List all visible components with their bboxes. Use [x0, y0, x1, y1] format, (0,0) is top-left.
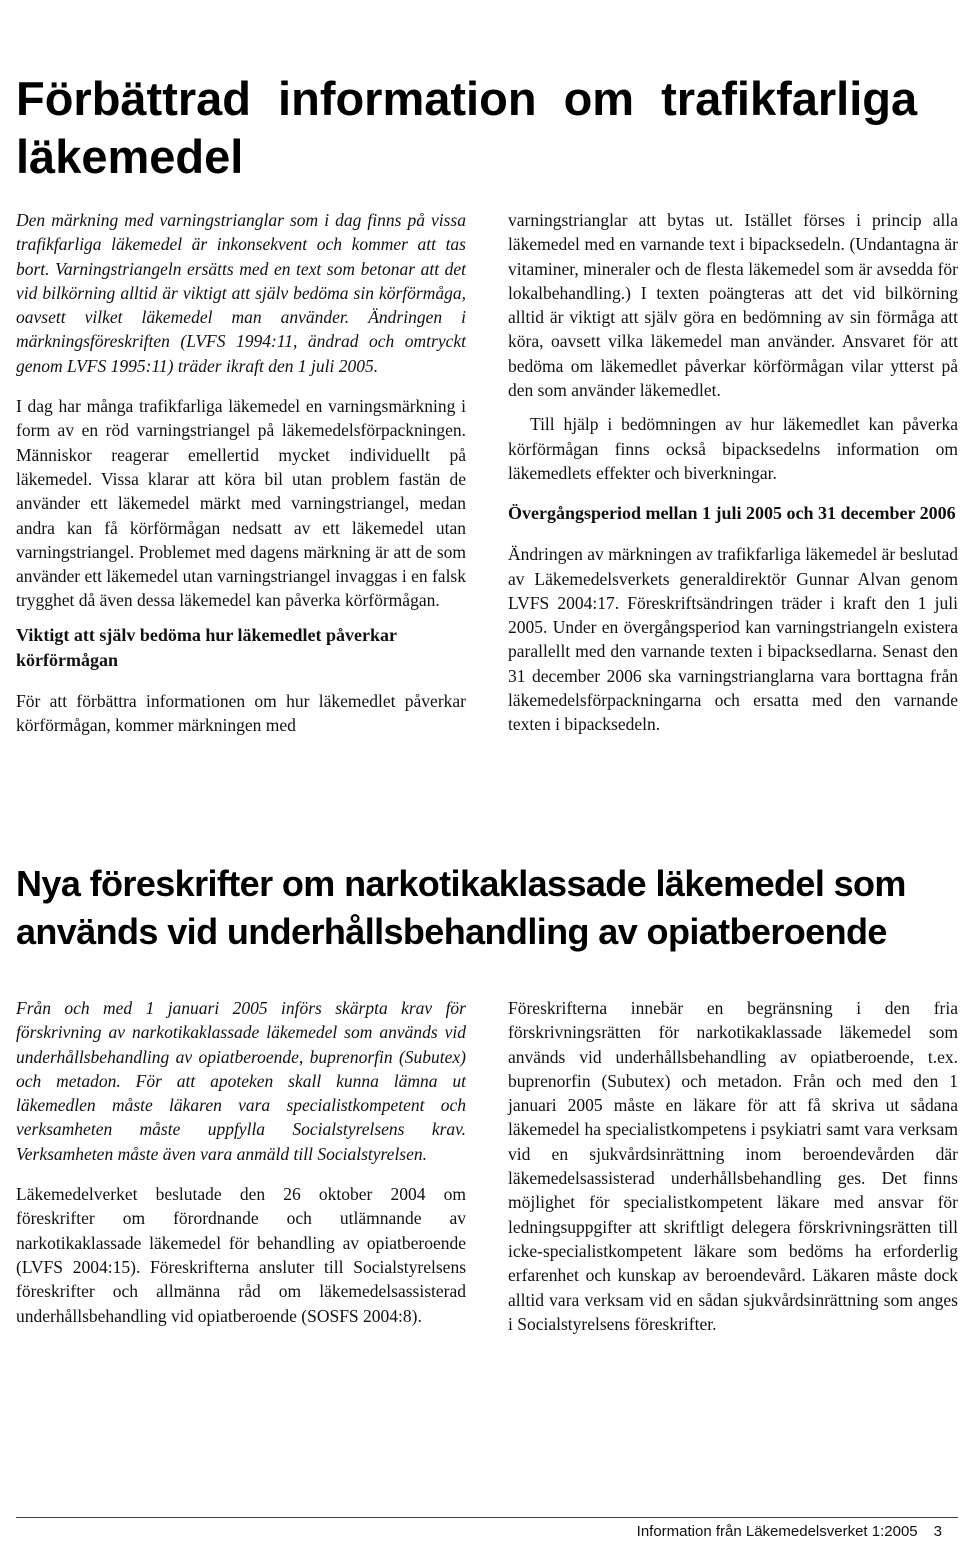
body-paragraph: Till hjälp i bedömningen av hur läkemedlet kan påverka körförmågan finns också bipacksedelns information om läkemedlets effekter och biverkningar. [508, 414, 958, 483]
article-title: Nya föreskrifter om narkotikaklassade läkemedel som används vid underhållsbehandling av opiatberoende [16, 863, 906, 952]
body-paragraph: Föreskrifterna innebär en begränsning i den fria förskrivningsrätten för narkotikaklassade läkemedel som används vid underhållsbehandling av opiatberoende, t.ex. buprenorfin (Subutex) och metadon. Från och med den 1 januari 2005 måste en läkare för att få skriva ut sådana läkemedel ha specialistkompetens i psykiatri samt vara verksam vid en sjukvårdsinrättning inom beroendevården där läkemedelsassisterad underhållsbehandling ges. Det finns möjlighet för specialistkompetent läkare med ansvar för ledningsuppgifter att skriftligt delegera förskrivningsrätten till icke-specialistkompetent läkare som bedöms ha erforderlig erfarenhet och kunskap av beroendevård. Läkaren måste dock alltid vara verksam vid en sådan sjukvårdsinrättning som anges i Socialstyrelsens föreskrifter. [508, 998, 958, 1334]
article-column-left [16, 996, 466, 1344]
section-heading: Övergångsperiod mellan 1 juli 2005 och 31 december 2006 [508, 503, 956, 524]
article-column-right [508, 996, 958, 1352]
footer-divider [16, 1517, 958, 1518]
article-column-left [16, 208, 466, 753]
article-column-right [508, 208, 958, 753]
article-title: Förbättrad information om trafikfarliga läkemedel [16, 72, 918, 183]
body-paragraph: För att förbättra informationen om hur läkemedlet påverkar körförmågan, kommer märkningen med [16, 690, 466, 736]
publication-name: Information från Läkemedelsverket 1:2005 [636, 1523, 918, 1540]
section-heading: Viktigt att själv bedöma hur läkemedlet påverkar körförmågan [16, 624, 397, 670]
page-footer [637, 1523, 942, 1540]
body-paragraph: I dag har många trafikfarliga läkemedel en varningsmärkning i form av en röd varningstriangel på läkemedelsförpackningen. Människor reagerar emellertid mycket individuellt på läkemedel. Vissa klarar att köra bil utan problem fastän de använder ett läkemedel märkt med varningstriangel, medan andra kan få körförmågan nedsatt av ett läkemedel utan varningstriangel. Problemet med dagens märkning är att de som använder ett läkemedel utan varningstriangel invaggas i en falsk trygghet då även dessa läkemedel kan påverka körförmågan. [16, 396, 466, 611]
article-lead: Från och med 1 januari 2005 införs skärpta krav för förskrivning av narkotikaklassade läkemedel som används vid underhållsbehandling av opiatberoende, buprenorfin (Subutex) och metadon. För att apoteken skall kunna lämna ut läkemedlen måste läkaren vara specialistkompetent och verksamheten måste uppfylla Socialstyrelsens krav. Verksamheten måste även vara anmäld till Socialstyrelsen. [16, 998, 466, 1164]
article-lead: Den märkning med varningstrianglar som i dag finns på vissa trafikfarliga läkemedel är inkonsekvent och kommer att tas bort. Varningstriangeln ersätts med en text som betonar att det vid bilkörning alltid är viktigt att själv bedöma sin körförmåga, oavsett vilket läkemedel man använder. Ändringen i märkningsföreskriften (LVFS 1994:11, ändrad och omtryckt genom LVFS 1995:11) träder ikraft den 1 juli 2005. [16, 210, 466, 376]
body-paragraph: Ändringen av märkningen av trafikfarliga läkemedel är beslutad av Läkemedelsverkets generaldirektör Gunnar Alvan genom LVFS 2004:17. Föreskriftsändringen träder i kraft den 1 juli 2005. Under en övergångsperiod kan varningstriangeln existera parallellt med den varnande texten i bipacksedlarna. Senast den 31 december 2006 ska varningstrianglarna vara borttagna från läkemedelsförpackningarna och ersatta med den varnande texten i bipacksedeln. [508, 544, 958, 735]
page-number: 3 [933, 1523, 942, 1540]
body-paragraph: Läkemedelverket beslutade den 26 oktober 2004 om föreskrifter om förordnande och utlämnande av narkotikaklassade läkemedel för behandling av opiatberoende (LVFS 2004:15). Föreskrifterna ansluter till Socialstyrelsens föreskrifter och allmänna råd om läkemedelsassisterad underhållsbehandling vid opiatberoende (SOSFS 2004:8). [16, 1184, 466, 1326]
body-paragraph: varningstrianglar att bytas ut. Istället förses i princip alla läkemedel med en varnande text i bipacksedeln. (Undantagna är vitaminer, mineraler och de flesta läkemedel som är avsedda för lokalbehandling.) I texten poängteras att det vid bilkörning alltid är viktigt att själv göra en bedömning av sin förmåga att köra, oavsett vilka läkemedel man använder. Ansvaret för att bedöma om läkemedlet påverkar körförmågan vilar ytterst på den som använder läkemedlet. [508, 210, 958, 401]
